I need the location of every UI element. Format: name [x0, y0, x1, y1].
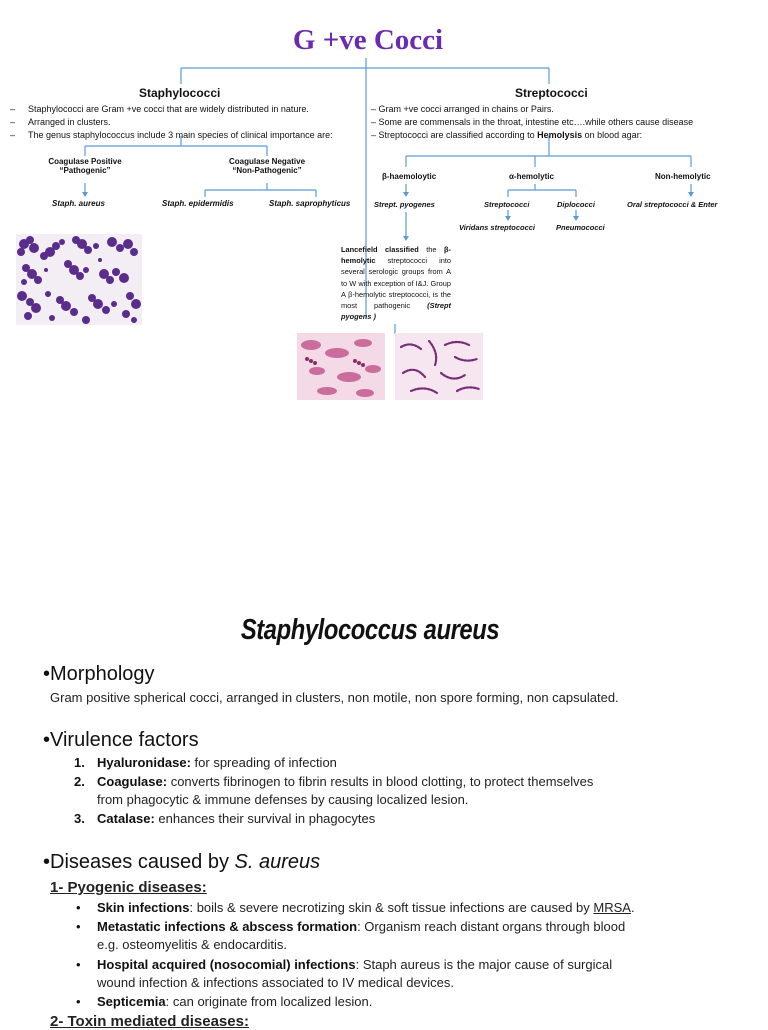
- diseases-heading-text: •Diseases caused by: [43, 851, 235, 873]
- species-strept-pyogenes: Strept. pyogenes: [374, 200, 435, 209]
- non-hemolytic: Non-hemolytic: [655, 172, 711, 181]
- pyogenic-item-1: [97, 900, 635, 915]
- virulence-item-2: [97, 774, 593, 789]
- pyogenic-text-1-end: .: [630, 900, 635, 915]
- pyogenic-item-3: [97, 957, 612, 972]
- mrsa-term: MRSA: [593, 900, 631, 915]
- coagulase-negative-line1: Coagulase Negative: [228, 157, 306, 166]
- pyogenic-bullet-2: •: [76, 919, 81, 934]
- diseases-heading: [43, 851, 320, 874]
- alpha-hemolytic: α-hemolytic: [509, 172, 554, 181]
- lancefield-text: streptococci into several serologic groups from A to W with exception of I&J. Group A β-hemolytic streptococci, is the most pathogenic: [341, 256, 451, 311]
- pyogenic-heading: 1- Pyogenic diseases:: [50, 879, 207, 896]
- pyogenic-item-2-cont: e.g. osteomyelitis & endocarditis.: [97, 937, 288, 952]
- species-staph-aureus: Staph. aureus: [52, 199, 105, 208]
- staph-bullet-1: Staphylococci are Gram +ve cocci that are widely distributed in nature.: [28, 104, 309, 114]
- pneumococci: Pneumococci: [556, 223, 605, 232]
- strep-bullet-3-tail: on blood agar:: [582, 130, 643, 140]
- pyogenic-text-3: : Staph aureus is the major cause of surgical: [355, 957, 613, 972]
- strep-bullet-3-text: – Streptococci are classified according to: [371, 130, 535, 140]
- virulence-num-3: 3.: [74, 811, 85, 826]
- virulence-text-2: converts fibrinogen to fibrin results in blood clotting, to protect themselves: [167, 774, 594, 789]
- page-title: G +ve Cocci: [292, 24, 444, 56]
- virulence-term-3: Catalase:: [97, 811, 155, 826]
- virulence-item-2-cont: from phagocytic & immune defenses by causing localized lesion.: [97, 792, 469, 807]
- strep-bullet-2: – Some are commensals in the throat, intestine etc….while others cause disease: [371, 117, 694, 127]
- morphology-text: Gram positive spherical cocci, arranged in clusters, non motile, non spore forming, non capsulated.: [50, 690, 619, 705]
- pyogenic-bullet-4: •: [76, 994, 81, 1009]
- pyogenic-term-4: Septicemia: [97, 994, 166, 1009]
- diseases-heading-species: S. aureus: [234, 851, 321, 873]
- pyogenic-item-3-cont: wound infection & infections associated to IV medical devices.: [97, 975, 454, 990]
- non-hemolytic-species: Oral streptococci & Enter: [627, 200, 718, 209]
- staph-micrograph-image: [16, 234, 142, 325]
- beta-haemolytic: β-haemoloytic: [382, 172, 437, 181]
- staph-dash-1: –: [10, 104, 16, 114]
- lancefield-note: [341, 244, 451, 322]
- virulence-num-2: 2.: [74, 774, 85, 789]
- alpha-diplococci: Diplococci: [557, 200, 595, 209]
- section-title: Staphylococcus aureus: [240, 614, 500, 646]
- streptococci-header: Streptococci: [515, 86, 588, 100]
- coagulase-negative: [212, 157, 322, 175]
- staph-dash-2: –: [10, 117, 16, 127]
- virulence-term-1: Hyaluronidase:: [97, 755, 191, 770]
- lancefield-pyogens: (Strept pyogens ): [341, 301, 451, 322]
- pyogenic-text-2: : Organism reach distant organs through blood: [357, 919, 626, 934]
- species-staph-epidermidis: Staph. epidermidis: [162, 199, 234, 208]
- strep-micrograph-image-1: [297, 333, 385, 400]
- staph-bullet-3: The genus staphylococcus include 3 main species of clinical importance are:: [28, 130, 333, 140]
- pyogenic-bullet-1: •: [76, 900, 81, 915]
- virulence-text-1: for spreading of infection: [190, 755, 337, 770]
- strep-bullet-1: – Gram +ve cocci arranged in chains or Pairs.: [371, 104, 554, 114]
- strep-bullet-3: [371, 130, 642, 140]
- pyogenic-term-3: Hospital acquired (nosocomial) infections: [97, 957, 356, 972]
- hemolysis-word: Hemolysis: [537, 130, 583, 140]
- staph-dash-3: –: [10, 130, 16, 140]
- coagulase-positive-line2: “Pathogenic”: [59, 166, 111, 175]
- staph-bullet-2: Arranged in clusters.: [28, 117, 111, 127]
- morphology-heading: •Morphology: [43, 663, 155, 685]
- virulence-num-1: 1.: [74, 755, 85, 770]
- coagulase-positive: [30, 157, 140, 175]
- virulence-text-3: enhances their survival in phagocytes: [154, 811, 376, 826]
- coagulase-negative-line2: “Non-Pathogenic”: [232, 166, 302, 175]
- strep-micrograph-image-2: [395, 333, 483, 400]
- pyogenic-term-1: Skin infections: [97, 900, 190, 915]
- pyogenic-text-4: : can originate from localized lesion.: [165, 994, 373, 1009]
- lancefield-the: the: [418, 245, 445, 254]
- alpha-streptococci: Streptococci: [484, 200, 530, 209]
- staphylococci-header: Staphylococci: [139, 86, 221, 100]
- viridans-streptococci: Viridans streptococci: [459, 223, 535, 232]
- coagulase-positive-line1: Coagulase Positive: [48, 157, 122, 166]
- pyogenic-item-2: [97, 919, 625, 934]
- lancefield-beta: β-hemolytic: [341, 245, 452, 266]
- pyogenic-item-4: [97, 994, 372, 1009]
- virulence-heading: •Virulence factors: [43, 729, 199, 751]
- pyogenic-term-2: Metastatic infections & abscess formation: [97, 919, 358, 934]
- pyogenic-bullet-3: •: [76, 957, 81, 972]
- species-staph-saprophyticus: Staph. saprophyticus: [269, 199, 351, 208]
- virulence-item-3: [97, 811, 375, 826]
- virulence-term-2: Coagulase:: [97, 774, 168, 789]
- lancefield-term: Lancefield classified: [341, 245, 419, 254]
- toxin-heading: 2- Toxin mediated diseases:: [50, 1013, 249, 1030]
- pyogenic-text-1: : boils & severe necrotizing skin & soft tissue infections are caused by: [189, 900, 594, 915]
- virulence-item-1: [97, 755, 337, 770]
